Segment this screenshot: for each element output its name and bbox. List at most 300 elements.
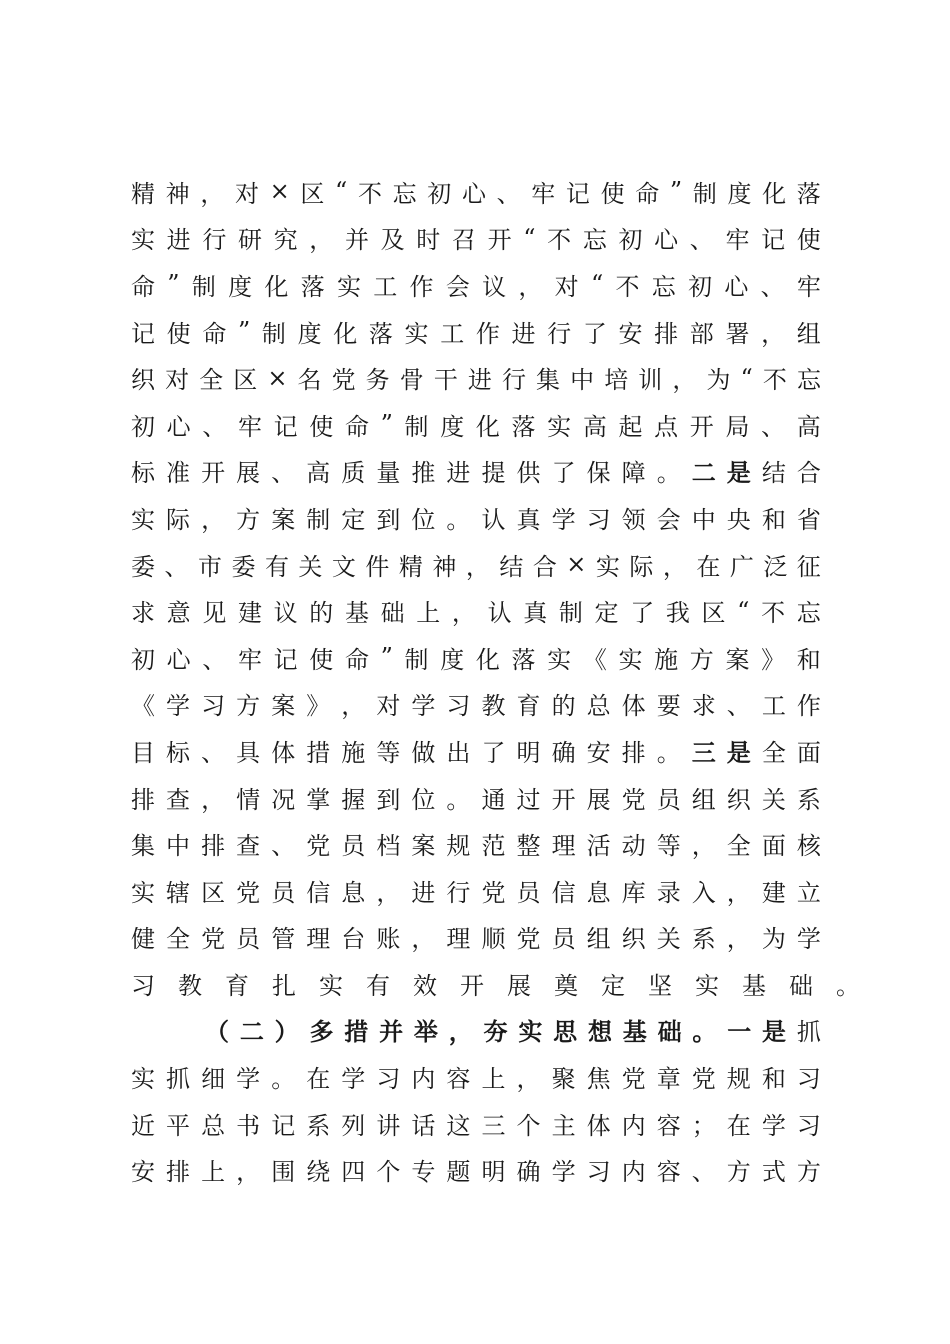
text-char: 了 bbox=[551, 459, 576, 488]
text-char: 制 bbox=[404, 645, 429, 674]
text-char: 进 bbox=[411, 878, 436, 907]
text-char: 高 bbox=[306, 459, 331, 488]
text-char: 牢 bbox=[725, 226, 750, 255]
text-char: 织 bbox=[621, 925, 646, 954]
text-char: 行 bbox=[501, 366, 526, 395]
text-char: 习 bbox=[586, 1158, 611, 1187]
text-char: 基 bbox=[622, 1018, 647, 1047]
text-char: 领 bbox=[621, 505, 646, 534]
text-char: 章 bbox=[656, 1065, 681, 1094]
text-char: 研 bbox=[237, 226, 262, 255]
text-char: 并 bbox=[379, 1018, 404, 1047]
text-char: 定 bbox=[601, 971, 625, 1000]
text-char: 实 bbox=[336, 272, 361, 301]
text-char: 集 bbox=[536, 366, 561, 395]
text-char: 《 bbox=[131, 692, 155, 721]
text-char: 学 bbox=[411, 692, 436, 721]
text-char: 方 bbox=[236, 692, 261, 721]
text-char: “ bbox=[590, 270, 604, 299]
text-char: 二 bbox=[691, 459, 716, 488]
text-char: 落 bbox=[796, 179, 821, 208]
text-char: 骨 bbox=[399, 366, 424, 395]
text-char: 习 bbox=[131, 971, 155, 1000]
text-char: 库 bbox=[621, 878, 646, 907]
text-char: 账 bbox=[376, 925, 401, 954]
text-char: 量 bbox=[376, 459, 401, 488]
text-char: 记 bbox=[565, 179, 590, 208]
text-char: 牢 bbox=[796, 272, 821, 301]
text-char: 出 bbox=[446, 738, 471, 767]
text-char: 进 bbox=[446, 459, 471, 488]
text-char: 实 bbox=[547, 645, 572, 674]
text-char: 核 bbox=[796, 832, 821, 861]
text-char: 学 bbox=[796, 925, 821, 954]
text-char: 广 bbox=[729, 552, 754, 581]
text-char: 求 bbox=[691, 692, 716, 721]
text-char: 牢 bbox=[531, 179, 556, 208]
text-char: 初 bbox=[131, 412, 155, 441]
text-char: 命 bbox=[635, 179, 660, 208]
text-char: 记 bbox=[761, 226, 786, 255]
text-char: ， bbox=[691, 832, 716, 861]
text-char: ， bbox=[236, 1158, 261, 1187]
text-char: 为 bbox=[706, 366, 731, 395]
text-char: × bbox=[267, 363, 288, 392]
text-char: 基 bbox=[742, 971, 766, 1000]
text-char: 立 bbox=[796, 878, 821, 907]
text-char: 意 bbox=[166, 599, 191, 628]
text-char: 、 bbox=[496, 179, 521, 208]
text-line bbox=[131, 727, 821, 774]
text-char: 中 bbox=[570, 366, 595, 395]
text-char: × bbox=[566, 550, 587, 579]
text-char: 上 bbox=[481, 1065, 506, 1094]
text-char: 、 bbox=[689, 226, 714, 255]
text-char: 学 bbox=[341, 1065, 366, 1094]
text-char: 理 bbox=[446, 925, 471, 954]
text-char: 并 bbox=[344, 226, 369, 255]
text-char: 等 bbox=[376, 738, 401, 767]
text-char: 展 bbox=[236, 459, 261, 488]
text-char: 抓 bbox=[166, 1065, 191, 1094]
text-char: 工 bbox=[373, 272, 398, 301]
text-char: 组 bbox=[796, 319, 821, 348]
text-char: 心 bbox=[461, 179, 486, 208]
text-char: 开 bbox=[551, 785, 576, 814]
text-char: 心 bbox=[166, 645, 191, 674]
text-char: 安 bbox=[131, 1158, 155, 1187]
text-char: 党 bbox=[621, 785, 646, 814]
text-char: 个 bbox=[376, 1158, 401, 1187]
text-char: 实 bbox=[695, 971, 719, 1000]
text-char: 系 bbox=[306, 1111, 331, 1140]
text-char: 抓 bbox=[796, 1018, 821, 1047]
text-char: 习 bbox=[446, 692, 471, 721]
text-char: 等 bbox=[656, 832, 681, 861]
text-char: 忘 bbox=[651, 272, 676, 301]
text-char: 是 bbox=[726, 738, 751, 767]
text-char: 和 bbox=[796, 645, 821, 674]
body-text bbox=[131, 168, 860, 1193]
text-char: 度 bbox=[297, 319, 322, 348]
text-char: 育 bbox=[225, 971, 249, 1000]
text-char: 想 bbox=[587, 1018, 612, 1047]
text-char: 教 bbox=[178, 971, 202, 1000]
text-char: 神 bbox=[165, 179, 190, 208]
text-char: 精 bbox=[398, 552, 423, 581]
text-char: 措 bbox=[306, 738, 331, 767]
text-char: 征 bbox=[796, 552, 821, 581]
text-char: 础 bbox=[657, 1018, 682, 1047]
text-char: 。 bbox=[271, 1065, 296, 1094]
text-char: ” bbox=[167, 270, 180, 299]
text-char: 障 bbox=[621, 459, 646, 488]
text-char: 动 bbox=[621, 832, 646, 861]
text-char: 方 bbox=[796, 1158, 821, 1187]
text-char: 列 bbox=[341, 1111, 366, 1140]
text-char: 训 bbox=[638, 366, 663, 395]
text-line bbox=[131, 261, 821, 308]
text-char: 牢 bbox=[237, 412, 262, 441]
text-char: 牢 bbox=[237, 645, 262, 674]
text-char: 不 bbox=[761, 599, 786, 628]
text-char: ， bbox=[201, 785, 226, 814]
text-char: 进 bbox=[511, 319, 536, 348]
text-char: 二 bbox=[239, 1018, 264, 1047]
text-char: 。 bbox=[446, 785, 471, 814]
text-char: 通 bbox=[481, 785, 506, 814]
text-char: 案 bbox=[271, 692, 296, 721]
text-char: 党 bbox=[516, 925, 541, 954]
text-char: 区 bbox=[201, 878, 226, 907]
text-char: 区 bbox=[233, 366, 258, 395]
text-char: 干 bbox=[433, 366, 458, 395]
text-char: 初 bbox=[131, 645, 155, 674]
text-char: （ bbox=[205, 1018, 229, 1047]
text-line bbox=[131, 867, 821, 914]
text-char: 础 bbox=[789, 971, 813, 1000]
text-char: 度 bbox=[440, 645, 465, 674]
text-char: 准 bbox=[166, 459, 191, 488]
text-char: 习 bbox=[586, 505, 611, 534]
text-char: 文 bbox=[331, 552, 356, 581]
text-char: 使 bbox=[166, 319, 191, 348]
text-char: 党 bbox=[621, 1065, 646, 1094]
text-char: 容 bbox=[656, 1111, 681, 1140]
text-char: 员 bbox=[271, 878, 296, 907]
text-char: 制 bbox=[191, 272, 216, 301]
text-line bbox=[131, 541, 821, 588]
text-char: 员 bbox=[551, 925, 576, 954]
text-char: 记 bbox=[271, 1111, 296, 1140]
text-char: 学 bbox=[236, 1065, 261, 1094]
text-char: 记 bbox=[273, 645, 298, 674]
text-char: 位 bbox=[411, 785, 436, 814]
text-char: 整 bbox=[516, 832, 541, 861]
text-char: 焦 bbox=[586, 1065, 611, 1094]
text-char: 不 bbox=[547, 226, 572, 255]
text-char: 党 bbox=[481, 878, 506, 907]
text-char: ， bbox=[451, 599, 476, 628]
text-char: 区 bbox=[300, 179, 325, 208]
text-char: 保 bbox=[586, 459, 611, 488]
text-char: ， bbox=[761, 319, 786, 348]
text-char: 。 bbox=[446, 505, 471, 534]
text-char: 在 bbox=[696, 552, 721, 581]
text-char: 对 bbox=[554, 272, 579, 301]
text-char: 排 bbox=[131, 785, 155, 814]
text-char: 学 bbox=[761, 1111, 786, 1140]
text-char: 进 bbox=[166, 226, 191, 255]
text-char: 学 bbox=[551, 1158, 576, 1187]
text-char: 是 bbox=[762, 1018, 786, 1047]
text-char: 确 bbox=[551, 738, 576, 767]
text-char: 总 bbox=[586, 692, 611, 721]
text-char: 党 bbox=[201, 925, 226, 954]
text-char: “ bbox=[740, 363, 753, 392]
text-line bbox=[131, 448, 821, 495]
text-line bbox=[131, 820, 821, 867]
text-char: 全 bbox=[726, 832, 751, 861]
text-char: 建 bbox=[761, 878, 786, 907]
text-line bbox=[131, 215, 821, 262]
text-char: 不 bbox=[357, 179, 382, 208]
text-char: 近 bbox=[131, 1111, 155, 1140]
text-char: “ bbox=[737, 596, 750, 625]
text-char: 及 bbox=[380, 226, 405, 255]
text-char: 施 bbox=[654, 645, 679, 674]
text-char: 内 bbox=[411, 1065, 436, 1094]
text-char: 落 bbox=[511, 412, 536, 441]
text-char: 命 bbox=[344, 645, 369, 674]
text-char: 使 bbox=[309, 645, 334, 674]
text-char: 信 bbox=[551, 878, 576, 907]
text-char: 作 bbox=[475, 319, 500, 348]
text-char: 内 bbox=[621, 1158, 646, 1187]
text-char: 真 bbox=[516, 505, 541, 534]
text-char: 掌 bbox=[306, 785, 331, 814]
text-char: 《 bbox=[582, 645, 607, 674]
text-char: 多 bbox=[309, 1018, 334, 1047]
text-char: 。 bbox=[656, 738, 681, 767]
text-char: 关 bbox=[298, 552, 323, 581]
text-line bbox=[131, 587, 821, 634]
text-char: 展 bbox=[507, 971, 531, 1000]
text-char: 命 bbox=[344, 412, 369, 441]
text-char: 行 bbox=[202, 226, 227, 255]
text-char: 会 bbox=[656, 505, 681, 534]
text-line bbox=[131, 308, 821, 355]
text-char: 我 bbox=[665, 599, 690, 628]
text-char: 化 bbox=[762, 179, 787, 208]
text-char: × bbox=[269, 177, 290, 206]
text-char: 了 bbox=[630, 599, 655, 628]
text-char: 署 bbox=[725, 319, 750, 348]
text-char: 员 bbox=[656, 785, 681, 814]
text-char: 管 bbox=[271, 925, 296, 954]
text-char: 讲 bbox=[376, 1111, 401, 1140]
text-char: 落 bbox=[300, 272, 325, 301]
text-char: 进 bbox=[467, 366, 492, 395]
text-char: ， bbox=[662, 552, 687, 581]
text-char: 情 bbox=[236, 785, 261, 814]
text-char: 认 bbox=[487, 599, 512, 628]
text-char: 查 bbox=[236, 832, 261, 861]
text-char: 在 bbox=[726, 1111, 751, 1140]
text-char: 辖 bbox=[166, 878, 191, 907]
text-char: ， bbox=[465, 552, 490, 581]
text-char: 。 bbox=[836, 971, 860, 1000]
text-char: 上 bbox=[201, 1158, 226, 1187]
text-char: 确 bbox=[516, 1158, 541, 1187]
text-char: 围 bbox=[271, 1158, 296, 1187]
text-char: 思 bbox=[553, 1018, 578, 1047]
text-char: 内 bbox=[621, 1111, 646, 1140]
text-char: 到 bbox=[376, 505, 401, 534]
text-char: 实 bbox=[595, 552, 620, 581]
text-char: 习 bbox=[201, 692, 226, 721]
text-char: 名 bbox=[297, 366, 322, 395]
text-char: 聚 bbox=[551, 1065, 576, 1094]
text-char: 习 bbox=[376, 1065, 401, 1094]
text-char: 制 bbox=[692, 179, 717, 208]
text-char: 入 bbox=[691, 878, 716, 907]
text-char: 过 bbox=[516, 785, 541, 814]
text-line bbox=[131, 914, 821, 961]
text-char: 目 bbox=[131, 738, 155, 767]
text-char: 落 bbox=[368, 319, 393, 348]
text-char: 有 bbox=[264, 552, 289, 581]
text-char: 忘 bbox=[796, 599, 821, 628]
text-char: 三 bbox=[691, 738, 716, 767]
text-char: 个 bbox=[516, 1111, 541, 1140]
text-char: 息 bbox=[586, 878, 611, 907]
text-char: 忘 bbox=[582, 226, 607, 255]
text-char: 制 bbox=[404, 412, 429, 441]
text-char: 体 bbox=[621, 692, 646, 721]
text-char: 对 bbox=[376, 692, 401, 721]
text-char: 委 bbox=[131, 552, 155, 581]
text-char: 议 bbox=[273, 599, 298, 628]
text-char: 专 bbox=[411, 1158, 436, 1187]
text-char: 和 bbox=[761, 1065, 786, 1094]
text-char: 明 bbox=[516, 738, 541, 767]
text-char: 实 bbox=[131, 878, 155, 907]
text-char: 系 bbox=[691, 925, 716, 954]
text-char: ， bbox=[448, 1018, 473, 1047]
text-char: 市 bbox=[197, 552, 222, 581]
text-char: 关 bbox=[761, 785, 786, 814]
text-char: 关 bbox=[656, 925, 681, 954]
text-char: 方 bbox=[689, 645, 714, 674]
text-char: ” bbox=[669, 177, 683, 206]
text-char: 委 bbox=[231, 552, 256, 581]
text-char: 安 bbox=[586, 738, 611, 767]
text-char: 使 bbox=[796, 226, 821, 255]
text-char: 际 bbox=[166, 505, 191, 534]
text-char: 行 bbox=[446, 878, 471, 907]
text-char: 度 bbox=[727, 179, 752, 208]
text-char: 局 bbox=[725, 412, 750, 441]
text-char: 、 bbox=[761, 412, 786, 441]
text-char: 位 bbox=[411, 505, 436, 534]
text-line bbox=[131, 168, 821, 215]
text-char: 际 bbox=[629, 552, 654, 581]
text-char: 排 bbox=[654, 319, 679, 348]
text-char: 方 bbox=[236, 505, 261, 534]
text-char: 初 bbox=[688, 272, 713, 301]
text-char: 全 bbox=[761, 738, 786, 767]
text-char: 实 bbox=[518, 1018, 543, 1047]
text-char: 建 bbox=[237, 599, 262, 628]
text-char: 实 bbox=[131, 226, 155, 255]
text-char: ， bbox=[309, 226, 334, 255]
text-line bbox=[131, 1146, 821, 1193]
text-char: 案 bbox=[411, 832, 436, 861]
text-char: ） bbox=[274, 1018, 299, 1047]
text-char: 学 bbox=[166, 692, 191, 721]
text-char: ， bbox=[341, 692, 366, 721]
text-char: 》 bbox=[761, 645, 786, 674]
text-char: 不 bbox=[762, 366, 787, 395]
text-char: ” bbox=[380, 643, 393, 672]
text-char: 开 bbox=[487, 226, 512, 255]
text-char: 对 bbox=[165, 366, 190, 395]
text-char: 面 bbox=[761, 832, 786, 861]
text-char: 顺 bbox=[481, 925, 506, 954]
text-line bbox=[131, 960, 860, 1007]
text-char: 实 bbox=[131, 505, 155, 534]
text-char: 开 bbox=[689, 412, 714, 441]
text-char: 会 bbox=[445, 272, 470, 301]
text-char: 务 bbox=[365, 366, 390, 395]
text-char: 集 bbox=[131, 832, 155, 861]
text-char: 党 bbox=[691, 1065, 716, 1094]
text-char: 上 bbox=[416, 599, 441, 628]
text-char: 忘 bbox=[796, 366, 821, 395]
text-char: 明 bbox=[481, 1158, 506, 1187]
text-char: 制 bbox=[558, 599, 583, 628]
text-char: 组 bbox=[691, 785, 716, 814]
text-char: 和 bbox=[761, 505, 786, 534]
text-char: ； bbox=[691, 1111, 716, 1140]
text-char: 话 bbox=[411, 1111, 436, 1140]
text-char: 初 bbox=[427, 179, 452, 208]
text-char: 理 bbox=[306, 925, 331, 954]
text-char: 题 bbox=[446, 1158, 471, 1187]
text-char: 开 bbox=[201, 459, 226, 488]
text-char: 质 bbox=[341, 459, 366, 488]
text-char: ， bbox=[411, 925, 436, 954]
text-char: 记 bbox=[273, 412, 298, 441]
text-char: 忘 bbox=[392, 179, 417, 208]
text-char: 心 bbox=[724, 272, 749, 301]
text-line bbox=[131, 401, 821, 448]
text-char: 范 bbox=[481, 832, 506, 861]
text-char: 开 bbox=[460, 971, 484, 1000]
text-char: 起 bbox=[618, 412, 643, 441]
text-char: 案 bbox=[271, 505, 296, 534]
text-char: 精 bbox=[131, 179, 155, 208]
text-char: 学 bbox=[551, 505, 576, 534]
text-char: 实 bbox=[404, 319, 429, 348]
text-char: 展 bbox=[586, 785, 611, 814]
text-char: 规 bbox=[726, 1065, 751, 1094]
text-char: 到 bbox=[376, 785, 401, 814]
text-char: 体 bbox=[586, 1111, 611, 1140]
text-char: 夯 bbox=[483, 1018, 508, 1047]
text-char: 、 bbox=[164, 552, 189, 581]
